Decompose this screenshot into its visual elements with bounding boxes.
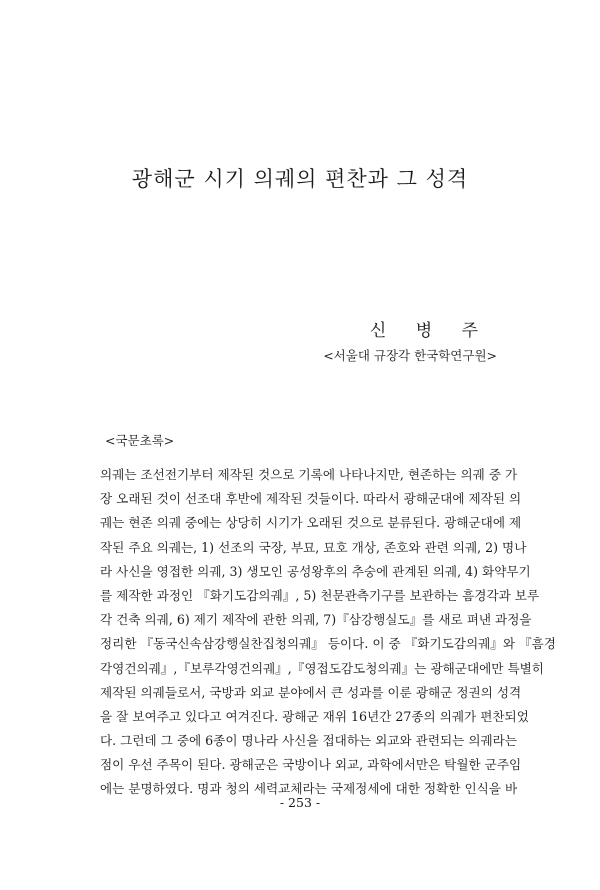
author-affiliation: <서울대 규장각 한국학연구원> (323, 348, 497, 363)
paper-title: 광해군 시기 의궤의 편찬과 그 성격 (131, 167, 469, 191)
abstract-line: 각 건축 의궤, 6) 제기 제작에 관한 의궤, 7)『삼강행실도』를 새로 펴낸 과정을 (100, 612, 532, 628)
abstract-body (100, 463, 556, 802)
abstract-line: 정리한 『동국신속삼강행실찬집청의궤』 등이다. 이 중 『화기도감의궤』와 『흠경 (100, 636, 556, 652)
abstract-line: 제작된 의궤들로서, 국방과 외교 분야에서 큰 성과를 이룬 광해군 정권의 성격 (100, 684, 522, 700)
abstract-line: 다. 그런데 그 중에 6종이 명나라 사신을 접대하는 외교와 관련되는 의궤라는 (100, 733, 518, 749)
abstract-line: 를 제작한 과정인 『화기도감의궤』, 5) 천문관측기구를 보관하는 흠경각과 보루 (100, 587, 540, 603)
author-name: 신 병 주 (369, 321, 490, 341)
abstract-line: 장 오래된 것이 선조대 후반에 제작된 것들이다. 따라서 광해군대에 제작된 의 (100, 491, 522, 507)
abstract-line: 궤는 현존 의궤 중에는 상당히 시기가 오래된 것으로 분류된다. 광해군대에 제 (100, 515, 522, 531)
page-number: - 253 - (279, 795, 321, 810)
abstract-line: 에는 분명하였다. 명과 청의 세력교체라는 국제정세에 대한 정확한 인식을 바 (100, 781, 518, 797)
abstract-line: 작된 주요 의궤는, 1) 선조의 국장, 부묘, 묘호 개상, 존호와 관련 의궤, 2) 명나 (100, 539, 527, 555)
abstract-line: 점이 우선 주목이 된다. 광해군은 국방이나 외교, 과학에서만은 탁월한 군주임 (100, 757, 522, 773)
abstract-line: 라 사신을 영접한 의궤, 3) 생모인 공성왕후의 추숭에 관계된 의궤, 4) 화약무기 (100, 563, 531, 579)
abstract-line: 을 잘 보여주고 있다고 여겨진다. 광해군 재위 16년간 27종의 의궤가 편찬되었 (100, 708, 529, 724)
abstract-heading: <국문초록> (105, 433, 175, 448)
abstract-line: 각영건의궤』,『보루각영건의궤』,『영접도감도청의궤』는 광해군대에만 특별히 (100, 660, 544, 676)
abstract-line: 의궤는 조선전기부터 제작된 것으로 기록에 나타나지만, 현존하는 의궤 중 가 (100, 467, 518, 482)
